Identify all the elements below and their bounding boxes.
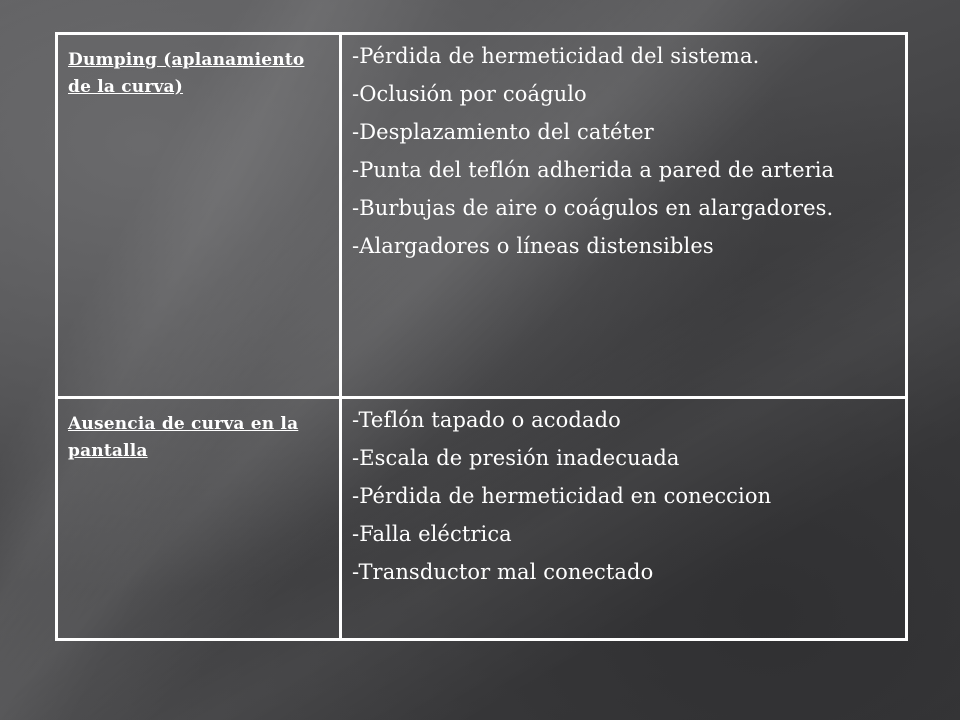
row-label-cell <box>57 398 341 640</box>
table-row-dumping <box>57 34 907 398</box>
row-items-cell <box>341 34 907 398</box>
list-item: -Teflón tapado o acodado <box>352 408 621 432</box>
list-item: -Falla eléctrica <box>352 522 512 546</box>
list-item: -Oclusión por coágulo <box>352 82 587 106</box>
list-item: -Burbujas de aire o coágulos en alargadores. <box>352 196 834 220</box>
list-item: -Pérdida de hermeticidad en coneccion <box>352 484 772 508</box>
list-item: -Transductor mal conectado <box>352 560 654 584</box>
list-item: -Alargadores o líneas distensibles <box>352 234 714 258</box>
list-item: -Escala de presión inadecuada <box>352 446 680 470</box>
row-label-no-curve: Ausencia de curva en la pantalla <box>68 414 299 461</box>
cause-list-no-curve <box>342 399 905 585</box>
cause-list-dumping <box>342 35 905 259</box>
row-label-cell <box>57 34 341 398</box>
list-item: -Pérdida de hermeticidad del sistema. <box>352 44 760 68</box>
table-row-no-curve <box>57 398 907 640</box>
causes-table <box>55 32 908 641</box>
row-items-cell <box>341 398 907 640</box>
list-item: -Desplazamiento del catéter <box>352 120 654 144</box>
row-label-dumping: Dumping (aplanamiento de la curva) <box>68 50 305 97</box>
list-item: -Punta del teflón adherida a pared de arteria <box>352 158 835 182</box>
